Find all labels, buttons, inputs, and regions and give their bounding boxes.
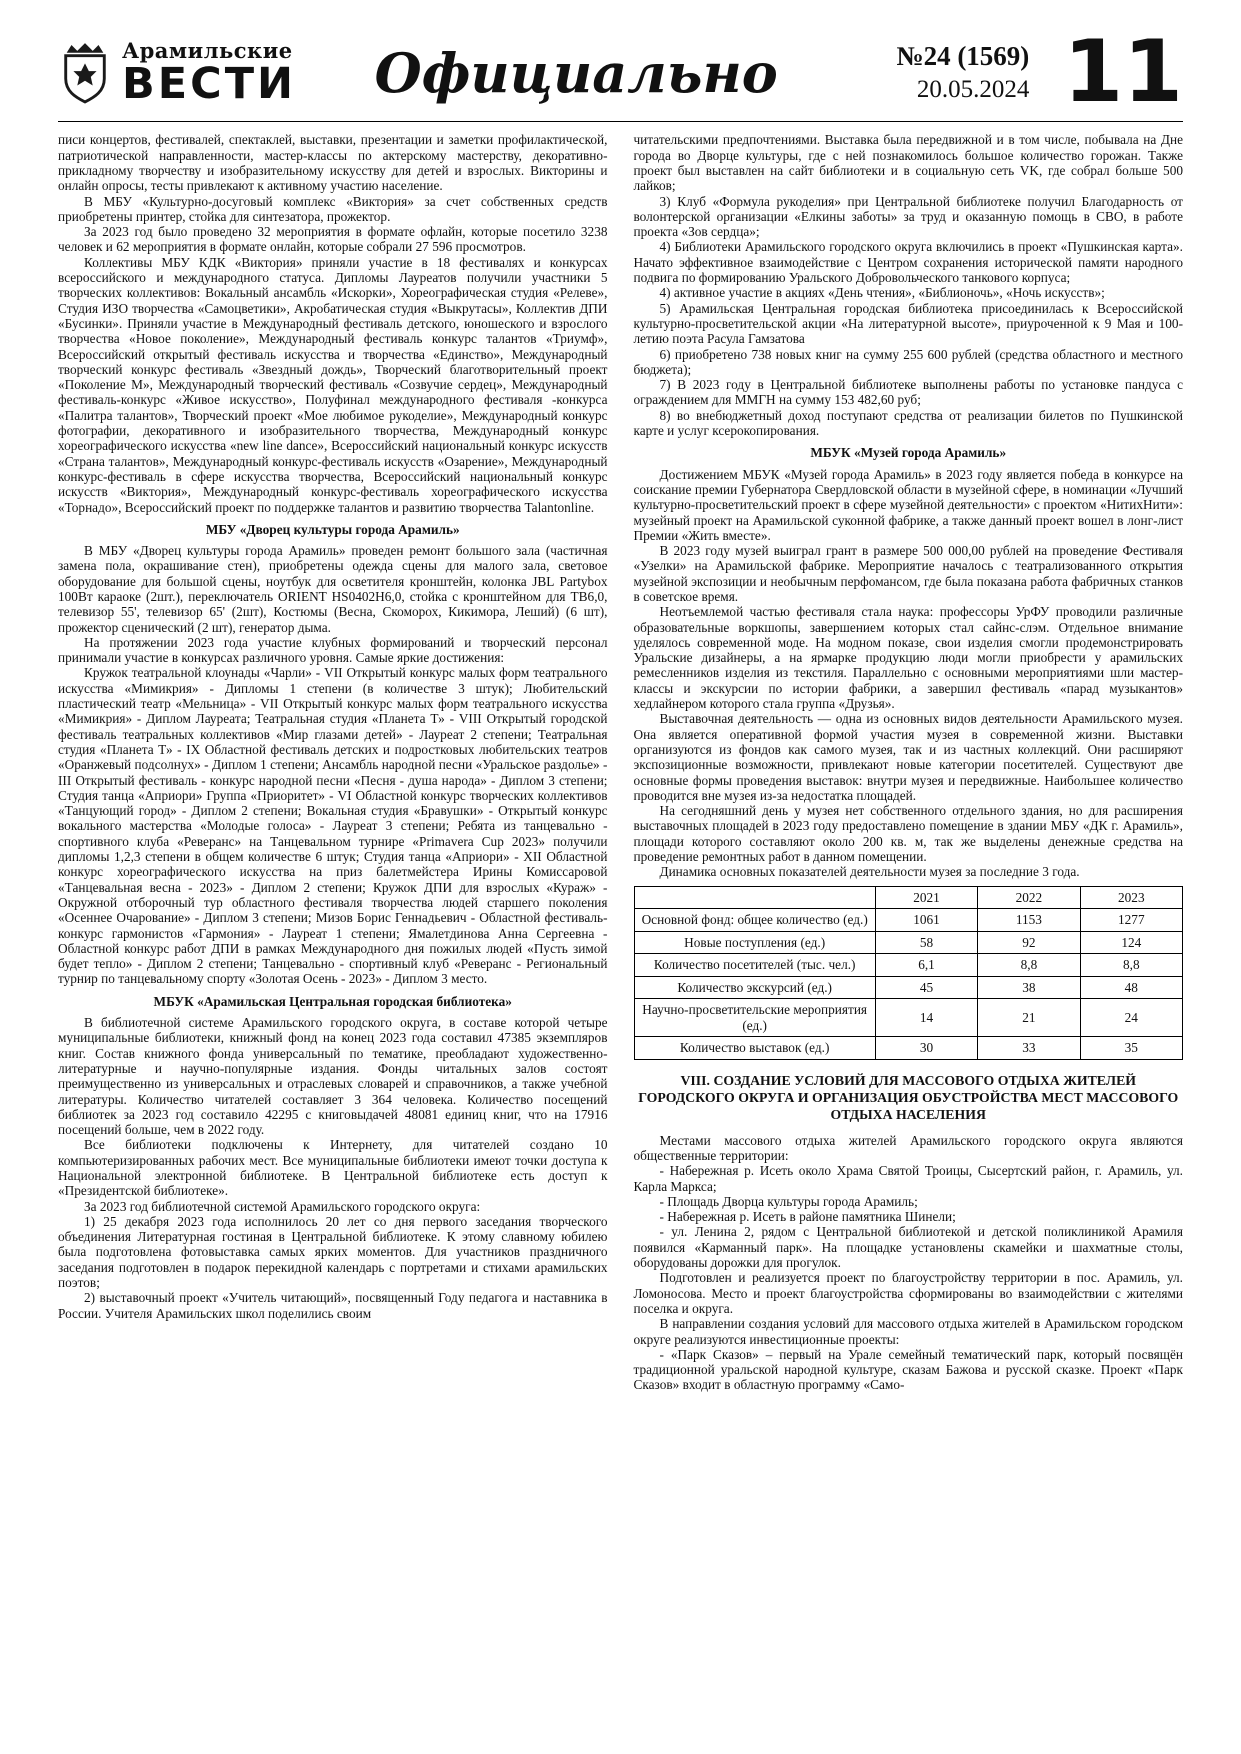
table-row-label: Количество посетителей (тыс. чел.) bbox=[634, 954, 875, 977]
table-cell: 8,8 bbox=[978, 954, 1080, 977]
table-cell: 45 bbox=[875, 976, 977, 999]
paragraph: За 2023 год было проведено 32 мероприятия в формате офлайн, которые посетило 3238 человек и 62 мероприятия в формате онлайн, которые собрали 27 596 просмотров. bbox=[58, 224, 608, 255]
article-heading-palace-of-culture: МБУ «Дворец культуры города Арамиль» bbox=[205, 521, 460, 537]
paragraph: читательскими предпочтениями. Выставка была передвижной и в том числе, побывала на Дне города во Дворце культуры, где с ней познакомилось большое количество горожан. Также проект был выставлен на сайт библиотеки и в социальную сеть VK, где собрал больше 500 лайков; bbox=[633, 132, 1183, 194]
coat-of-arms-icon bbox=[58, 42, 112, 104]
paragraph: 3) Клуб «Формула рукоделия» при Центральной библиотеке получил Благодарность от волонтерской организации «Елкины заботы» за труд и оказанную помощь в СВО, в работе проекта «Зов сердца»; bbox=[633, 193, 1183, 240]
left-column bbox=[58, 132, 608, 1392]
table-row bbox=[634, 954, 1183, 977]
brand-name-top: Арамильские bbox=[122, 37, 293, 63]
table-row bbox=[634, 999, 1183, 1037]
paragraph: писи концертов, фестивалей, спектаклей, выставки, презентации и заметки профилактической, патриотической направленности, мастер-классы по актерскому мастерству, декоративно-прикладному творчеству и изобразительному искусству для детей и взрослых. Викторины и онлайн опросы, тесты привлекают к активному участию население. bbox=[58, 132, 608, 194]
paragraph: В МБУ «Культурно-досуговый комплекс «Виктория» за счет собственных средств приобретены принтер, стойка для синтезатора, прожектор. bbox=[58, 193, 608, 224]
paragraph: Коллективы МБУ КДК «Виктория» приняли участие в 18 фестивалях и конкурсах всероссийского и международного статуса. Дипломы Лауреатов получили участники 5 творческих коллективов: Вокальный ансамбль «Искорки», Хореографическая студия «Релеве», Студия ИЗО творчества «Самоцветики», Акробатическая студия «Выкрутасы», Коллектив ДПИ «Бусинки». Приняли участие в Международный фестиваль детского, юношеского и взрослого творчества «Новое поколение», Международный фестиваль конкурс талантов «Триумф», Всероссийский открытый фестиваль искусства и творчества «Единство», Международный творческий конкурс фестиваль «Звездный дождь», Творческий благотворительный проект «Поколение М», Международный творческий фестиваль «Созвучие сердец», Международный фестиваль-конкурс «Живое искусство», Полуфинал международного фестиваля -конкурса «Палитра талантов», Творческий проект «Мое любимое рукоделие», Международный конкурс фотографии, декоративного и изобразительного творчества, Международный конкурс хореографического искусства «new line dance», Всероссийский национальный конкурс искусств «Страна талантов», Международный конкурс-фестиваль искусств «Озарение», Международный конкурс-фестиваль в сфере искусства творчества, Всероссийский национальный конкурс искусств «Виктория», Международный конкурс-фестиваль хореографического искусства «Торнадо», Всероссийский проект по поддержке талантов и развитию творчества Talantonline. bbox=[58, 254, 608, 515]
paragraph: 8) во внебюджетный доход поступают средства от реализации билетов по Пушкинской карте и услуг ксерокопирования. bbox=[633, 407, 1183, 439]
museum-stats-table bbox=[634, 886, 1184, 1060]
table-cell: 92 bbox=[978, 931, 1080, 954]
table-row-label: Количество экскурсий (ед.) bbox=[634, 976, 875, 999]
paragraph: Выставочная деятельность — одна из основных видов деятельности Арамильского музея. Она является оперативной формой участия музея в современной жизни. Выставки организуются из фондов как самого музея, так и из частных коллекций. Они расширяют экспозиционные возможности, привлекают новые категории посетителей. Существуют две основные формы проведения выставок: внутри музея и передвижные. Наибольшее количество проводится вне музея из-за недостатка площадей. bbox=[633, 711, 1183, 803]
table-cell: 1061 bbox=[875, 909, 977, 932]
table-col-header: 2022 bbox=[978, 886, 1080, 909]
paragraph: 2) выставочный проект «Учитель читающий», посвященный Году педагога и наставника в России. Учителя Арамильских школ поделились своим bbox=[58, 1290, 608, 1321]
table-row bbox=[634, 1037, 1183, 1060]
issue-info bbox=[896, 40, 1029, 105]
table-cell: 30 bbox=[875, 1037, 977, 1060]
table-cell: 35 bbox=[1080, 1037, 1182, 1060]
table-cell: 6,1 bbox=[875, 954, 977, 977]
article-columns bbox=[0, 122, 1241, 1392]
table-row-label: Количество выставок (ед.) bbox=[634, 1037, 875, 1060]
table-cell: 1153 bbox=[978, 909, 1080, 932]
table-row bbox=[634, 976, 1183, 999]
newspaper-logo bbox=[58, 37, 297, 109]
paragraph: 5) Арамильская Центральная городская библиотека присоединилась к Всероссийской культурно-просветительской акции «На литературной высоте», приуроченной к 9 Мая и 100-летию поэта Расула Гамзатова bbox=[633, 300, 1183, 347]
article-heading-central-library: МБУК «Арамильская Центральная городская библиотека» bbox=[153, 993, 512, 1009]
paragraph: Подготовлен и реализуется проект по благоустройству территории в пос. Арамиль, ул. Ломоносова. Место и проект благоустройства сформированы во взаимодействии с жителями поселка и округа. bbox=[633, 1270, 1183, 1316]
table-row-label: Научно-просветительские мероприятия (ед.) bbox=[634, 999, 875, 1037]
table-cell: 1277 bbox=[1080, 909, 1182, 932]
issue-date: 20.05.2024 bbox=[916, 75, 1030, 103]
paragraph: 4) Библиотеки Арамильского городского округа включились в проект «Пушкинская карта». Начато эффективное взаимодействие с Центром сохранения исторической памяти народного подвига по формированию Уральского Добровольческого танкового корпуса; bbox=[633, 239, 1183, 286]
table-col-header: 2023 bbox=[1080, 886, 1182, 909]
table-cell: 8,8 bbox=[1080, 954, 1182, 977]
section-heading-viii: VIII. СОЗДАНИЕ УСЛОВИЙ ДЛЯ МАССОВОГО ОТДЫХА ЖИТЕЛЕЙ ГОРОДСКОГО ОКРУГА И ОРГАНИЗАЦИЯ ОБУСТРОЙСТВА МЕСТ МАССОВОГО ОТДЫХА НАСЕЛЕНИЯ bbox=[638, 1072, 1179, 1122]
paragraph: 1) 25 декабря 2023 года исполнилось 20 лет со дня первого заседания творческого объединения Литературная гостиная в Центральной библиотеке. К этому славному юбилею была подготовлена фотовыставка самых ярких моментов. Для участников праздничного заседания подготовлен в подарок перекидной календарь с портретами и стихами арамильских поэтов; bbox=[58, 1213, 608, 1291]
paragraph: Все библиотеки подключены к Интернету, для читателей создано 10 компьютеризированных рабочих мест. Все муниципальные библиотеки имеют точки доступа к Национальной электронной библиотеке. В Центральной библиотеке есть доступ к «Президентской библиотеке». bbox=[58, 1137, 608, 1199]
paragraph: В МБУ «Дворец культуры города Арамиль» проведен ремонт большого зала (частичная замена пола, окрашивание стен), приобретены одежда сцены для малого зала, световое оборудование для большой сцены, ноутбук для осветителя кронштейн, колонка JBL Partybox 100Вт караоке (2шт.), переключатель ORIENT HS0402H6,0, стойка с кронштейном для ТВ6,0, телевизор 55', телевизор 65' (2шт), Костюмы (Весна, Скоморох, Кикимора, Леший) (6 шт), прожектор сценический (2 шт), генератор дыма. bbox=[58, 543, 608, 635]
section-title: Официально bbox=[374, 40, 778, 105]
table-cell: 21 bbox=[978, 999, 1080, 1037]
page-number: 11 bbox=[1063, 22, 1183, 122]
table-corner-cell bbox=[634, 886, 875, 909]
brand-text bbox=[122, 37, 297, 109]
paragraph: В 2023 году музей выиграл грант в размере 500 000,00 рублей на проведение Фестиваля «Узелки» на Арамильской фабрике. Мероприятие началось с театрализованного открытия музейной экспозиции и необычным перфомансом, где была показана работа фабричных станков в советское время. bbox=[633, 543, 1183, 604]
table-cell: 33 bbox=[978, 1037, 1080, 1060]
paragraph: За 2023 год библиотечной системой Арамильского городского округа: bbox=[84, 1198, 481, 1214]
list-item: - Набережная р. Исеть около Храма Святой Троицы, Сысертский район, г. Арамиль, ул. Карла Маркса; bbox=[633, 1163, 1183, 1194]
table-col-header: 2021 bbox=[875, 886, 977, 909]
table-row bbox=[634, 909, 1183, 932]
table-cell: 24 bbox=[1080, 999, 1182, 1037]
paragraph: 4) активное участие в акциях «День чтения», «Библионочь», «Ночь искусств»; bbox=[659, 285, 1105, 301]
issue-number: №24 (1569) bbox=[896, 41, 1030, 72]
table-cell: 14 bbox=[875, 999, 977, 1037]
list-item: - Набережная р. Исеть в районе памятника Шинели; bbox=[659, 1209, 956, 1225]
table-cell: 38 bbox=[978, 976, 1080, 999]
masthead bbox=[0, 0, 1241, 121]
table-cell: 58 bbox=[875, 931, 977, 954]
table-row-label: Основной фонд: общее количество (ед.) bbox=[634, 909, 875, 932]
table-caption: Динамика основных показателей деятельности музея за последние 3 года. bbox=[659, 864, 1080, 880]
paragraph: Кружок театральной клоунады «Чарли» - VII Открытый конкурс малых форм театрального искусства «Мимикрия» - Дипломы 1 степени (в количестве 3 штук); Любительский пластический театр «Мельница» - VII Открытый конкурс малых форм театрального искусства «Мимикрия» - Диплом Лауреата; Театральная студия «Планета Т» - VIII Открытый городской фестиваль театральных коллективов «Мир глазами детей» - Лауреат 2 степени; Театральная студия «Планета Т» - IX Областной фестиваль детских и подростковых любительских театров «Оранжевый подсолнух» - Диплом 1 степени; Ансамбль народной песни «Уральское раздолье» - III Открытый фестиваль - конкурс народной песни «Песня - душа народа» - Диплом 3 степени; Студия танца «Априори» Группа «Приоритет» - VI Областной конкурс творческих коллективов «Танцующий город» - Диплом 2 степени; Вокальная студия «Бравушки» - Открытый конкурс вокального мастерства «Молодые голоса» - Лауреат 3 степени; Ребята из танцевально - спортивного клуба «Реверанс» на Танцевальном турнире «Primavera Cup 2023» получили дипломы 1,2,3 степени в общем количестве 6 штук; Студия танца «Априори» - XII Областной конкурс хореографического искусства на приз балетмейстера Ирины Комиссаровой «Танцевальная весна - 2023» - Диплом 2 степени; Кружок ДПИ для взрослых «Кураж» - Окружной отборочный тур областного фестиваля творчества людей старшего поколения «Осеннее Очарование» - Диплом 3 степени; Мизов Борис Геннадьевич - Областной фестиваль-конкурс гармонистов «Гармония» - Лауреат 1 степени; Ямалетдинова Анна Сергеевна - Областной конкурс работ ДПИ в рамках Международного дня пожилых людей «Пусть зимой будет тепло» - Диплом 2 степени; Танцевально - спортивный клуб «Реверанс - Региональный турнир по танцевальному спорту «Золотая Осень - 2023» - Диплом 3 место. bbox=[58, 665, 608, 987]
list-item: - «Парк Сказов» – первый на Урале семейный тематический парк, который посвящён традиционной уральской народной культуре, сказам Бажова и русской сказке. Проект «Парк Сказов» входит в областную программу «Само- bbox=[633, 1346, 1183, 1393]
table-header-row bbox=[634, 886, 1183, 909]
article-heading-city-museum: МБУК «Музей города Арамиль» bbox=[810, 445, 1007, 461]
paragraph: В библиотечной системе Арамильского городского округа, в составе которой четыре муниципальные библиотеки, книжный фонд на конец 2023 года составил 47385 экземпляров книг. Состав книжного фонда универсальный по тематике, преобладают художественно-литературные и научно-популярные издания. Фонды читальных залов состоят преимущественно из универсальных и отраслевых словарей и справочников, а также учебной литературы. Количество читателей составляет 3 364 человека. Количество посещений библиотек за 2023 год составило 42295 с книговыдачей 48081 единиц книг, что на 17916 посещений больше, чем в 2022 году. bbox=[58, 1015, 608, 1138]
paragraph: На протяжении 2023 года участие клубных формирований и творческий персонал принимали участие в конкурсах различного уровня. Самые яркие достижения: bbox=[58, 634, 608, 666]
list-item: - ул. Ленина 2, рядом с Центральной библиотекой и детской поликлиникой Арамиля появился «Карманный парк». На площадке установлены скамейки и шахматные столы, оборудованы дорожки для прогулок. bbox=[633, 1224, 1183, 1271]
table-cell: 48 bbox=[1080, 976, 1182, 999]
brand-name-bottom: ВЕСТИ bbox=[122, 58, 297, 109]
paragraph: 7) В 2023 году в Центральной библиотеке выполнены работы по установке пандуса с ограждением для ММГН на сумму 153 482,60 руб; bbox=[633, 377, 1183, 408]
paragraph: 6) приобретено 738 новых книг на сумму 255 600 рублей (средства областного и местного бюджета); bbox=[633, 346, 1183, 377]
paragraph: Местами массового отдыха жителей Арамильского городского округа являются общественные территории: bbox=[633, 1132, 1183, 1163]
table-cell: 124 bbox=[1080, 931, 1182, 954]
paragraph: В направлении создания условий для массового отдыха жителей в Арамильском городском округе реализуются инвестиционные проекты: bbox=[633, 1316, 1183, 1347]
table-row-label: Новые поступления (ед.) bbox=[634, 931, 875, 954]
table-row bbox=[634, 931, 1183, 954]
paragraph: Неотъемлемой частью фестиваля стала наука: профессоры УрФУ проводили различные образовательные воркшопы, завершением которых стал сайнс-слэм. Отдельное внимание уделялось современной моде. На модном показе, свои изделия смогли продемонстрировать Уральские дизайнеры, а на ярмарке продукцию люди могли приобрести у арамильских ремесленников изделия из текстиля. Параллельно с основными мероприятиями шли мастер-классы и экскурсии по истории фабрики, а завершил фестиваль «парад музыкантов» хедлайнером которого стала группа «Друзья». bbox=[633, 604, 1183, 712]
paragraph: Достижением МБУК «Музей города Арамиль» в 2023 году является победа в конкурсе на соискание премии Губернатора Свердловской области в музейной сфере, в номинации «Лучший культурно-просветительский проект в сфере музейной деятельности» с проектом «НитихНити»: музейный проект на Арамильской суконной фабрике, а также данный проект вошел в лонг-лист Премии «Жить вместе». bbox=[633, 466, 1183, 543]
right-column bbox=[634, 132, 1184, 1392]
paragraph: На сегодняшний день у музея нет собственного отдельного здания, но для расширения выставочных площадей в 2023 году предоставлено помещение в здании МБУ «ДК г. Арамиль», площади которого составляют около 200 кв. м, так же выделены денежные средства на проведение ремонтных работ в данном помещении. bbox=[633, 803, 1183, 865]
list-item: - Площадь Дворца культуры города Арамиль; bbox=[659, 1193, 918, 1209]
